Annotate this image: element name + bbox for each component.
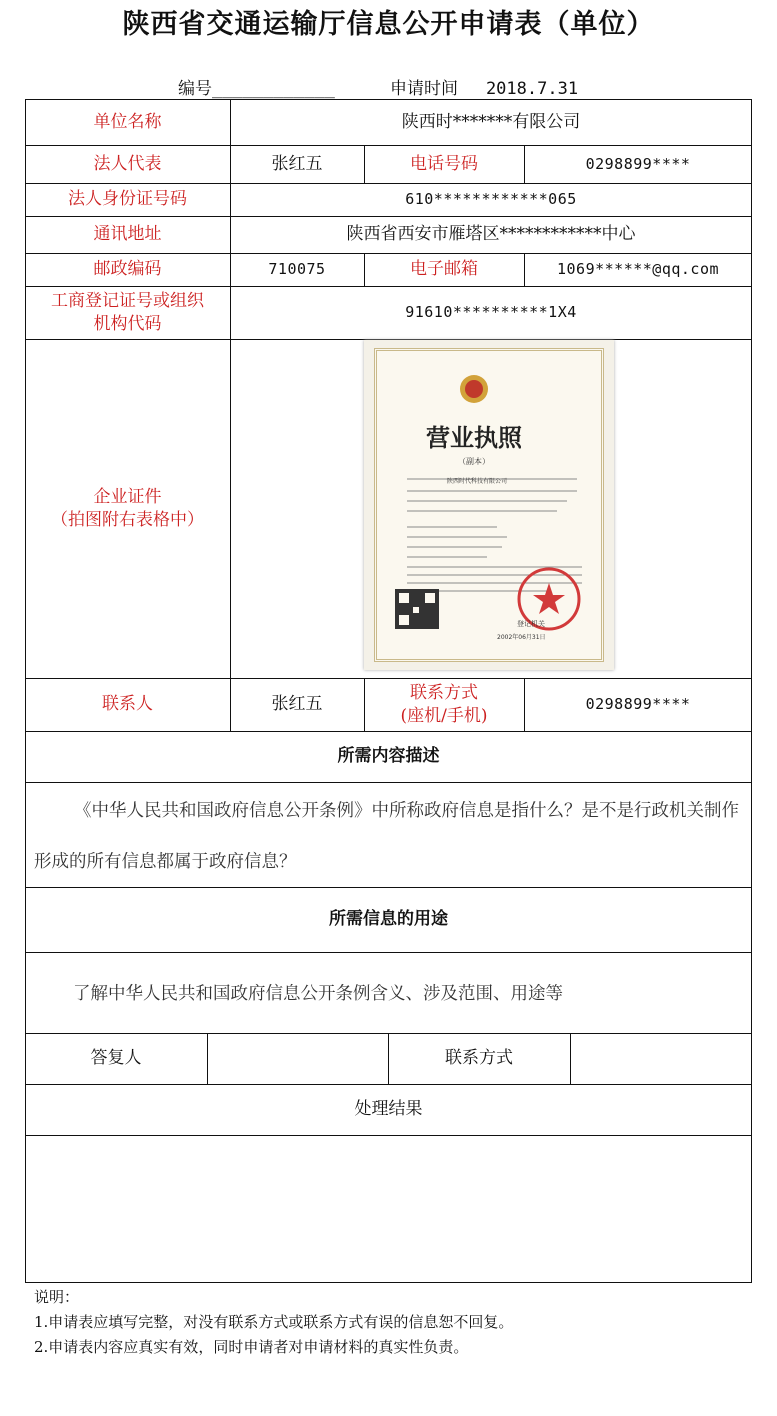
phone-label: 电话号码 [410, 153, 478, 174]
result-title: 处理结果 [354, 1099, 423, 1119]
unit-name-label: 单位名称 [93, 111, 162, 132]
unit-name-value: 陕西时*******有限公司 [401, 111, 581, 132]
email-value: 1069******@qq.com [556, 260, 720, 278]
certificate-label: 企业证件 （拍图附右表格中） [51, 486, 204, 530]
usage-body: 了解中华人民共和国政府信息公开条例含义、涉及范围、用途等 [73, 984, 563, 1004]
postcode-label: 邮政编码 [93, 259, 162, 279]
address-value: 陕西省西安市雁塔区************中心 [346, 224, 636, 244]
registration-value: 91610**********1X4 [405, 303, 577, 321]
legal-rep-value: 张红五 [271, 153, 323, 174]
responder-contact-value [570, 1033, 752, 1084]
svg-text:营业执照: 营业执照 [426, 423, 522, 452]
notes [34, 1285, 513, 1360]
result-body [25, 1135, 752, 1283]
email-label: 电子邮箱 [410, 259, 478, 279]
contact-person-label: 联系人 [102, 694, 153, 714]
contact-method-label: 联系方式 (座机/手机) [400, 682, 488, 726]
postcode-value: 710075 [268, 260, 326, 278]
svg-text:2002年06月31日: 2002年06月31日 [497, 634, 546, 641]
registration-label: 工商登记证号或组织 机构代码 [51, 290, 204, 334]
application-date: 申请时间 2018.7.31 [390, 74, 606, 100]
id-number-label: 法人身份证号码 [68, 189, 187, 209]
note-item-1: 1.申请表应填写完整，对没有联系方式或联系方式有误的信息恕不回复。 [34, 1313, 514, 1331]
responder-label: 答复人 [90, 1048, 142, 1068]
note-item-2: 2.申请表内容应真实有效，同时申请者对申请材料的真实性负责。 [34, 1338, 469, 1356]
id-number-value: 610************065 [405, 190, 577, 208]
contact-person-value: 张红五 [271, 694, 323, 714]
license-illustration [377, 351, 601, 659]
responder-value [207, 1033, 388, 1084]
phone-value: 0298899**** [585, 154, 691, 173]
svg-text:登记机关: 登记机关 [517, 620, 545, 628]
form-title: 陕西省交通运输厅信息公开申请表（单位） [122, 9, 655, 40]
content-description-title: 所需内容描述 [337, 746, 440, 766]
usage-title: 所需信息的用途 [329, 909, 448, 929]
notes-heading: 说明： [34, 1288, 80, 1306]
contact-method-value: 0298899**** [585, 695, 691, 713]
address-label: 通讯地址 [93, 224, 162, 244]
legal-rep-label: 法人代表 [93, 153, 162, 174]
content-description-body: 《中华人民共和国政府信息公开条例》中所称政府信息是指什么？是不是行政机关制作形成的所有信息都属于政府信息？ [34, 801, 739, 872]
form-number: 编号____________ [178, 79, 335, 99]
business-license-image [364, 340, 614, 670]
responder-contact-label: 联系方式 [445, 1048, 513, 1068]
svg-text:陕西时代科技有限公司: 陕西时代科技有限公司 [447, 478, 508, 485]
svg-text:（副本）: （副本） [458, 457, 490, 466]
